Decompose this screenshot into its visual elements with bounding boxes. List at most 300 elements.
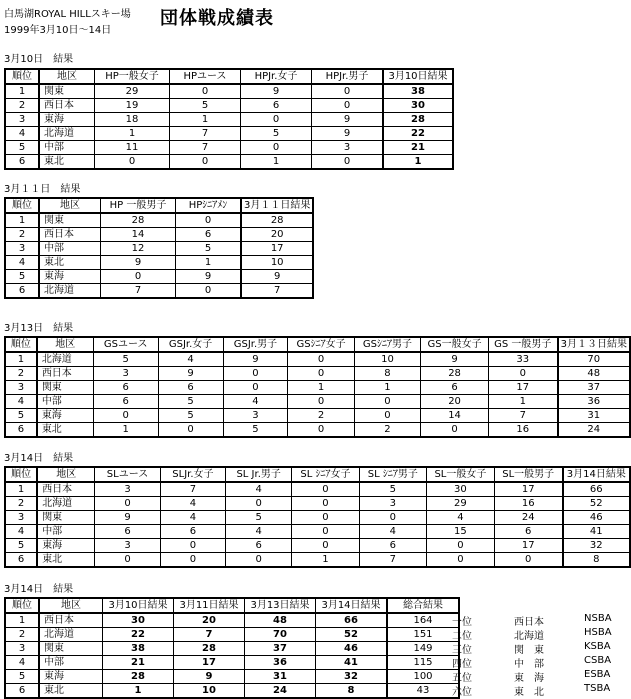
score-cell: 0 — [226, 553, 292, 568]
score-cell: 0 — [288, 395, 354, 409]
score-cell: 6 — [226, 539, 292, 553]
score-cell: 0 — [95, 155, 170, 170]
standing-code: ESBA — [584, 669, 611, 680]
score-cell: 0 — [354, 409, 420, 423]
score-cell: 28 — [421, 367, 489, 381]
region-cell: 中部 — [39, 656, 103, 670]
standing-region: 北海道 — [514, 631, 544, 642]
score-cell: 43 — [387, 684, 459, 699]
score-cell: 10 — [354, 352, 420, 367]
table-row — [5, 511, 630, 525]
score-cell: 52 — [316, 628, 388, 642]
column-header: 順位 — [5, 198, 39, 213]
section-label-mar14: 3月14日 結果 — [4, 453, 74, 464]
table-row — [5, 539, 630, 553]
table-row — [5, 367, 630, 381]
score-cell: 17 — [488, 381, 557, 395]
column-header: SL一般女子 — [427, 467, 495, 482]
standing-region: 東 海 — [514, 673, 544, 684]
score-cell: 66 — [563, 482, 630, 497]
column-header: 総合結果 — [387, 598, 459, 613]
region-cell: 北海道 — [39, 628, 103, 642]
score-cell: 3 — [95, 482, 160, 497]
score-cell: 18 — [95, 113, 170, 127]
column-header: 順位 — [5, 69, 39, 84]
region-cell: 東海 — [39, 113, 95, 127]
score-cell: 0 — [312, 155, 384, 170]
score-cell: 0 — [226, 497, 292, 511]
rank-cell: 4 — [5, 127, 39, 141]
score-cell: 22 — [103, 628, 174, 642]
score-cell: 17 — [174, 656, 245, 670]
standing-region: 中 部 — [514, 659, 544, 670]
score-cell: 6 — [160, 525, 225, 539]
score-cell: 5 — [93, 352, 158, 367]
column-header: 順位 — [5, 467, 37, 482]
score-cell: 17 — [494, 482, 562, 497]
table-row — [5, 84, 453, 99]
rank-cell: 5 — [5, 409, 37, 423]
score-cell: 6 — [494, 525, 562, 539]
score-cell: 19 — [95, 99, 170, 113]
column-header: 地区 — [39, 69, 95, 84]
score-cell: 37 — [245, 642, 316, 656]
standing-code: CSBA — [584, 655, 612, 666]
score-cell: 1 — [288, 381, 354, 395]
score-cell: 9 — [241, 270, 313, 284]
score-cell: 38 — [103, 642, 174, 656]
score-cell: 21 — [383, 141, 453, 155]
score-cell: 70 — [245, 628, 316, 642]
rank-cell: 6 — [5, 553, 37, 568]
event-dates: 1999年3月10日～14日 — [4, 25, 112, 36]
rank-cell: 3 — [5, 242, 39, 256]
score-cell: 0 — [288, 423, 354, 438]
score-cell: 24 — [245, 684, 316, 699]
score-cell: 0 — [223, 381, 288, 395]
region-cell: 東海 — [37, 539, 95, 553]
table-mar13 — [4, 336, 631, 438]
column-header: SLJr.女子 — [160, 467, 225, 482]
column-header: 3月１１日結果 — [241, 198, 313, 213]
region-cell: 北海道 — [39, 127, 95, 141]
table-row — [5, 684, 459, 699]
table-total — [4, 597, 460, 699]
score-cell: 0 — [160, 553, 225, 568]
score-cell: 7 — [170, 127, 241, 141]
score-cell: 14 — [421, 409, 489, 423]
section-label-mar11: 3月１１日 結果 — [4, 184, 81, 195]
score-cell: 0 — [95, 497, 160, 511]
score-cell: 8 — [354, 367, 420, 381]
standing-region: 東 北 — [514, 687, 544, 698]
score-cell: 6 — [93, 381, 158, 395]
score-cell: 70 — [558, 352, 630, 367]
score-cell: 46 — [316, 642, 388, 656]
rank-cell: 6 — [5, 284, 39, 299]
region-cell: 東海 — [39, 670, 103, 684]
score-cell: 0 — [494, 553, 562, 568]
column-header: GS 一般男子 — [488, 337, 557, 352]
score-cell: 31 — [245, 670, 316, 684]
score-cell: 15 — [427, 525, 495, 539]
venue-name: 白馬湖ROYAL HILLスキー場 — [4, 9, 131, 20]
column-header: 3月14日結果 — [316, 598, 388, 613]
score-cell: 36 — [558, 395, 630, 409]
standing-code: HSBA — [584, 627, 612, 638]
standing-place: 六位 — [452, 687, 472, 698]
score-cell: 7 — [359, 553, 426, 568]
score-cell: 3 — [359, 497, 426, 511]
score-cell: 6 — [359, 539, 426, 553]
score-cell: 149 — [387, 642, 459, 656]
score-cell: 0 — [359, 511, 426, 525]
rank-cell: 4 — [5, 525, 37, 539]
column-header: 地区 — [39, 598, 103, 613]
column-header: GSｼﾆｱ男子 — [354, 337, 420, 352]
score-cell: 6 — [421, 381, 489, 395]
column-header: HPｼﾆｱﾒﾝ — [176, 198, 242, 213]
score-cell: 8 — [563, 553, 630, 568]
rank-cell: 2 — [5, 497, 37, 511]
score-cell: 5 — [223, 423, 288, 438]
column-header: GSJr.女子 — [158, 337, 223, 352]
column-header: HP 一般男子 — [101, 198, 176, 213]
table-header-row — [5, 598, 459, 613]
table-row — [5, 270, 313, 284]
score-cell: 3 — [93, 367, 158, 381]
score-cell: 14 — [101, 228, 176, 242]
score-cell: 28 — [241, 213, 313, 228]
score-cell: 151 — [387, 628, 459, 642]
score-cell: 0 — [312, 84, 384, 99]
score-cell: 0 — [292, 511, 359, 525]
column-header: 3月10日結果 — [103, 598, 174, 613]
region-cell: 北海道 — [37, 352, 93, 367]
table-header-row — [5, 467, 630, 482]
score-cell: 38 — [383, 84, 453, 99]
score-cell: 46 — [563, 511, 630, 525]
rank-cell: 6 — [5, 155, 39, 170]
score-cell: 28 — [101, 213, 176, 228]
score-cell: 17 — [241, 242, 313, 256]
region-cell: 東海 — [37, 409, 93, 423]
region-cell: 東北 — [37, 423, 93, 438]
score-cell: 20 — [241, 228, 313, 242]
column-header: SL ｼﾆｱ女子 — [292, 467, 359, 482]
table-row — [5, 409, 630, 423]
score-cell: 9 — [312, 113, 384, 127]
score-cell: 0 — [288, 352, 354, 367]
score-cell: 9 — [421, 352, 489, 367]
table-row — [5, 381, 630, 395]
score-cell: 37 — [558, 381, 630, 395]
table-row — [5, 242, 313, 256]
table-row — [5, 613, 459, 628]
section-label-mar10: 3月10日 結果 — [4, 54, 74, 65]
rank-cell: 1 — [5, 84, 39, 99]
table-row — [5, 395, 630, 409]
rank-cell: 3 — [5, 113, 39, 127]
table-row — [5, 213, 313, 228]
score-cell: 1 — [95, 127, 170, 141]
table-mar14 — [4, 466, 631, 568]
score-cell: 3 — [95, 539, 160, 553]
score-cell: 4 — [160, 511, 225, 525]
score-cell: 0 — [427, 553, 495, 568]
score-cell: 6 — [93, 395, 158, 409]
rank-cell: 4 — [5, 656, 39, 670]
region-cell: 関東 — [39, 84, 95, 99]
standing-region: 関 東 — [514, 645, 544, 656]
score-cell: 0 — [292, 525, 359, 539]
section-label-total: 3月14日 結果 — [4, 584, 74, 595]
score-cell: 28 — [174, 642, 245, 656]
column-header: 3月１３日結果 — [558, 337, 630, 352]
score-cell: 5 — [241, 127, 312, 141]
region-cell: 北海道 — [39, 284, 101, 299]
table-row — [5, 642, 459, 656]
standing-place: 二位 — [452, 631, 472, 642]
section-label-mar13: 3月13日 結果 — [4, 323, 74, 334]
rank-cell: 3 — [5, 381, 37, 395]
score-cell: 0 — [158, 423, 223, 438]
score-cell: 6 — [158, 381, 223, 395]
rank-cell: 3 — [5, 511, 37, 525]
score-cell: 2 — [354, 423, 420, 438]
column-header: SL Jr.男子 — [226, 467, 292, 482]
table-row — [5, 228, 313, 242]
table-row — [5, 141, 453, 155]
standing-place: 五位 — [452, 673, 472, 684]
score-cell: 0 — [292, 482, 359, 497]
score-cell: 1 — [170, 113, 241, 127]
score-cell: 8 — [316, 684, 388, 699]
column-header: HPJr.女子 — [241, 69, 312, 84]
table-row — [5, 423, 630, 438]
rank-cell: 2 — [5, 628, 39, 642]
rank-cell: 5 — [5, 141, 39, 155]
table-header-row — [5, 337, 630, 352]
column-header: 3月10日結果 — [383, 69, 453, 84]
score-cell: 164 — [387, 613, 459, 628]
score-cell: 9 — [176, 270, 242, 284]
region-cell: 東北 — [39, 256, 101, 270]
rank-cell: 1 — [5, 482, 37, 497]
score-cell: 0 — [241, 141, 312, 155]
rank-cell: 6 — [5, 423, 37, 438]
score-cell: 4 — [226, 482, 292, 497]
score-cell: 41 — [563, 525, 630, 539]
region-cell: 関東 — [37, 381, 93, 395]
score-cell: 9 — [101, 256, 176, 270]
column-header: SL ｼﾆｱ男子 — [359, 467, 426, 482]
region-cell: 西日本 — [37, 367, 93, 381]
rank-cell: 2 — [5, 228, 39, 242]
final-standings — [452, 613, 627, 697]
score-cell: 24 — [558, 423, 630, 438]
score-cell: 0 — [354, 395, 420, 409]
score-cell: 31 — [558, 409, 630, 423]
column-header: GSJr.男子 — [223, 337, 288, 352]
standing-region: 西日本 — [514, 617, 544, 628]
score-cell: 30 — [383, 99, 453, 113]
table-row — [5, 155, 453, 170]
score-cell: 33 — [488, 352, 557, 367]
standing-row — [452, 669, 627, 683]
standing-row — [452, 627, 627, 641]
table-header-row — [5, 198, 313, 213]
standing-row — [452, 683, 627, 697]
score-cell: 1 — [354, 381, 420, 395]
table-row — [5, 256, 313, 270]
rank-cell: 4 — [5, 256, 39, 270]
score-cell: 66 — [316, 613, 388, 628]
score-cell: 1 — [241, 155, 312, 170]
column-header: HP一般女子 — [95, 69, 170, 84]
table-row — [5, 553, 630, 568]
score-cell: 28 — [103, 670, 174, 684]
table-row — [5, 628, 459, 642]
standing-row — [452, 613, 627, 627]
standing-code: TSBA — [584, 683, 611, 694]
score-cell: 6 — [176, 228, 242, 242]
column-header: HPJr.男子 — [312, 69, 384, 84]
score-cell: 9 — [241, 84, 312, 99]
score-cell: 0 — [421, 423, 489, 438]
column-header: 3月11日結果 — [174, 598, 245, 613]
rank-cell: 2 — [5, 367, 37, 381]
table-row — [5, 482, 630, 497]
column-header: 地区 — [39, 198, 101, 213]
score-cell: 0 — [95, 553, 160, 568]
table-row — [5, 525, 630, 539]
score-cell: 5 — [170, 99, 241, 113]
column-header: 順位 — [5, 337, 37, 352]
standing-code: KSBA — [584, 641, 611, 652]
score-cell: 1 — [488, 395, 557, 409]
score-cell: 5 — [158, 409, 223, 423]
score-cell: 10 — [241, 256, 313, 270]
table-row — [5, 656, 459, 670]
standing-row — [452, 641, 627, 655]
score-cell: 7 — [241, 284, 313, 299]
score-cell: 7 — [174, 628, 245, 642]
score-cell: 4 — [223, 395, 288, 409]
score-cell: 0 — [93, 409, 158, 423]
column-header: SLユース — [95, 467, 160, 482]
score-cell: 20 — [174, 613, 245, 628]
region-cell: 東海 — [39, 270, 101, 284]
score-cell: 32 — [563, 539, 630, 553]
score-cell: 0 — [292, 497, 359, 511]
score-cell: 5 — [158, 395, 223, 409]
column-header: 地区 — [37, 337, 93, 352]
score-cell: 16 — [494, 497, 562, 511]
rank-cell: 4 — [5, 395, 37, 409]
score-cell: 16 — [488, 423, 557, 438]
table-row — [5, 127, 453, 141]
region-cell: 東北 — [37, 553, 95, 568]
standing-place: 一位 — [452, 617, 472, 628]
standing-row — [452, 655, 627, 669]
score-cell: 0 — [427, 539, 495, 553]
score-cell: 6 — [95, 525, 160, 539]
region-cell: 中部 — [37, 525, 95, 539]
rank-cell: 5 — [5, 670, 39, 684]
standing-code: NSBA — [584, 613, 612, 624]
score-cell: 1 — [383, 155, 453, 170]
score-cell: 21 — [103, 656, 174, 670]
score-cell: 0 — [176, 213, 242, 228]
score-cell: 9 — [158, 367, 223, 381]
score-cell: 9 — [312, 127, 384, 141]
score-cell: 7 — [101, 284, 176, 299]
score-cell: 1 — [176, 256, 242, 270]
region-cell: 中部 — [39, 242, 101, 256]
score-cell: 48 — [245, 613, 316, 628]
score-cell: 41 — [316, 656, 388, 670]
score-cell: 29 — [427, 497, 495, 511]
score-cell: 0 — [312, 99, 384, 113]
score-cell: 22 — [383, 127, 453, 141]
rank-cell: 1 — [5, 613, 39, 628]
score-cell: 7 — [488, 409, 557, 423]
region-cell: 関東 — [39, 642, 103, 656]
rank-cell: 2 — [5, 99, 39, 113]
column-header: HPユース — [170, 69, 241, 84]
score-cell: 0 — [241, 113, 312, 127]
table-row — [5, 113, 453, 127]
rank-cell: 1 — [5, 352, 37, 367]
rank-cell: 6 — [5, 684, 39, 699]
column-header: 3月14日結果 — [563, 467, 630, 482]
score-cell: 7 — [170, 141, 241, 155]
score-cell: 0 — [101, 270, 176, 284]
score-cell: 9 — [223, 352, 288, 367]
score-cell: 4 — [160, 497, 225, 511]
score-cell: 9 — [95, 511, 160, 525]
score-cell: 36 — [245, 656, 316, 670]
score-cell: 3 — [223, 409, 288, 423]
table-row — [5, 670, 459, 684]
table-row — [5, 497, 630, 511]
standing-place: 四位 — [452, 659, 472, 670]
table-row — [5, 99, 453, 113]
score-cell: 4 — [359, 525, 426, 539]
score-cell: 20 — [421, 395, 489, 409]
region-cell: 関東 — [39, 213, 101, 228]
score-cell: 2 — [288, 409, 354, 423]
score-cell: 24 — [494, 511, 562, 525]
score-cell: 0 — [292, 539, 359, 553]
table-mar10 — [4, 68, 454, 170]
column-header: 3月13日結果 — [245, 598, 316, 613]
score-cell: 3 — [312, 141, 384, 155]
region-cell: 中部 — [37, 395, 93, 409]
score-cell: 9 — [174, 670, 245, 684]
region-cell: 関東 — [37, 511, 95, 525]
score-cell: 1 — [103, 684, 174, 699]
table-row — [5, 352, 630, 367]
score-cell: 30 — [427, 482, 495, 497]
score-cell: 0 — [488, 367, 557, 381]
page-title: 団体戦成績表 — [160, 8, 274, 29]
score-cell: 29 — [95, 84, 170, 99]
region-cell: 北海道 — [37, 497, 95, 511]
score-cell: 5 — [226, 511, 292, 525]
score-cell: 6 — [241, 99, 312, 113]
